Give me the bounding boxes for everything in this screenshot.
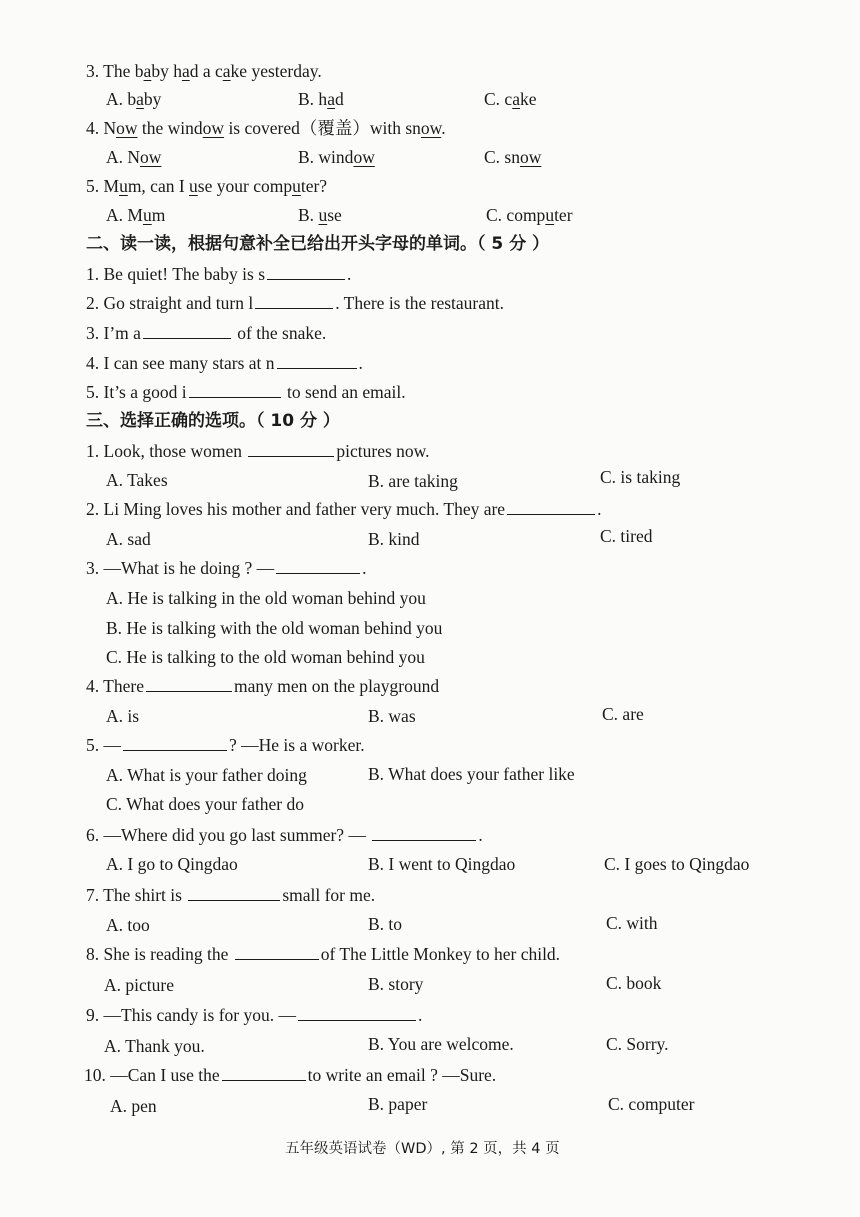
q8-option-a: A. picture: [104, 975, 174, 995]
choice-question-2: 2. Li Ming loves his mother and father very much. They are .: [86, 499, 602, 519]
answer-blank[interactable]: [298, 1004, 416, 1021]
answer-blank[interactable]: [222, 1064, 306, 1081]
answer-blank[interactable]: [235, 943, 319, 960]
q3-option-b: B. He is talking with the old woman behind you: [106, 618, 443, 638]
question-3-option-c: C. cake: [484, 89, 537, 109]
answer-blank[interactable]: [277, 352, 357, 369]
q3-option-a: A. He is talking in the old woman behind you: [106, 588, 426, 608]
q2-option-c: C. tired: [600, 526, 653, 546]
question-3-option-b: B. had: [298, 89, 344, 109]
answer-blank[interactable]: [267, 263, 345, 280]
question-5-option-b: B. use: [298, 205, 342, 225]
page-footer: 五年级英语试卷（WD）, 第 2 页，共 4 页: [285, 1141, 560, 1157]
answer-blank[interactable]: [143, 322, 231, 339]
choice-question-10: 10. —Can I use the to write an email ? —Sure.: [84, 1065, 497, 1085]
answer-blank[interactable]: [255, 292, 333, 309]
answer-blank[interactable]: [188, 884, 280, 901]
question-3-option-a: A. baby: [106, 89, 162, 109]
question-5-stem: 5. Mum, can I use your computer?: [86, 176, 328, 196]
q5-option-b: B. What does your father like: [368, 764, 575, 784]
q2-option-a: A. sad: [106, 529, 151, 549]
q9-option-c: C. Sorry.: [606, 1034, 669, 1054]
q4-option-b: B. was: [368, 706, 416, 726]
q6-option-b: B. I went to Qingdao: [368, 854, 516, 874]
q7-option-a: A. too: [106, 915, 150, 935]
choice-question-7: 7. The shirt is small for me.: [86, 885, 376, 905]
answer-blank[interactable]: [189, 381, 281, 398]
q6-option-c: C. I goes to Qingdao: [604, 854, 750, 874]
answer-blank[interactable]: [123, 734, 227, 751]
q10-option-a: A. pen: [110, 1096, 157, 1116]
q8-option-c: C. book: [606, 973, 662, 993]
q1-option-c: C. is taking: [600, 467, 681, 487]
question-3-stem: 3. The baby had a cake yesterday.: [86, 61, 322, 81]
q10-option-b: B. paper: [368, 1094, 428, 1114]
q2-option-b: B. kind: [368, 529, 420, 549]
q9-option-a: A. Thank you.: [104, 1036, 205, 1056]
fill-item-1: 1. Be quiet! The baby is s .: [86, 264, 352, 284]
question-4-stem: 4. Now the window is covered（覆盖）with snow.: [86, 118, 446, 138]
choice-question-9: 9. —This candy is for you. — .: [86, 1005, 423, 1025]
question-4-option-a: A. Now: [106, 147, 162, 167]
choice-question-4: 4. There many men on the playground: [86, 676, 440, 696]
question-5-option-a: A. Mum: [106, 205, 166, 225]
fill-item-4: 4. I can see many stars at n .: [86, 353, 363, 373]
choice-question-3: 3. —What is he doing ? — .: [86, 558, 367, 578]
question-5-option-c: C. computer: [486, 205, 573, 225]
fill-item-3: 3. I’m a of the snake.: [86, 323, 327, 343]
fill-item-2: 2. Go straight and turn l . There is the restaurant.: [86, 293, 504, 313]
q8-option-b: B. story: [368, 974, 424, 994]
q10-option-c: C. computer: [608, 1094, 695, 1114]
fill-item-5: 5. It’s a good i to send an email.: [86, 382, 406, 402]
choice-question-6: 6. —Where did you go last summer? — .: [86, 825, 483, 845]
answer-blank[interactable]: [276, 557, 360, 574]
q1-option-b: B. are taking: [368, 471, 458, 491]
choice-question-1: 1. Look, those women pictures now.: [86, 441, 430, 461]
q4-option-a: A. is: [106, 706, 140, 726]
q3-option-c: C. He is talking to the old woman behind you: [106, 647, 425, 667]
answer-blank[interactable]: [146, 675, 232, 692]
question-4-option-c: C. snow: [484, 147, 542, 167]
q4-option-c: C. are: [602, 704, 644, 724]
section-2-heading: 二、读一读，根据句意补全已给出开头字母的单词。（ 5 分 ）: [86, 234, 550, 254]
q7-option-c: C. with: [606, 913, 658, 933]
question-4-option-b: B. window: [298, 147, 375, 167]
q7-option-b: B. to: [368, 914, 403, 934]
section-3-heading: 三、选择正确的选项。（ 10 分 ）: [86, 411, 340, 431]
q5-option-c: C. What does your father do: [106, 794, 304, 814]
choice-question-8: 8. She is reading the of The Little Monkey to her child.: [86, 944, 561, 964]
choice-question-5: 5. — ? —He is a worker.: [86, 735, 365, 755]
q9-option-b: B. You are welcome.: [368, 1034, 514, 1054]
q5-option-a: A. What is your father doing: [106, 765, 307, 785]
answer-blank[interactable]: [248, 440, 334, 457]
answer-blank[interactable]: [372, 824, 476, 841]
q1-option-a: A. Takes: [106, 470, 168, 490]
answer-blank[interactable]: [507, 498, 595, 515]
q6-option-a: A. I go to Qingdao: [106, 854, 238, 874]
